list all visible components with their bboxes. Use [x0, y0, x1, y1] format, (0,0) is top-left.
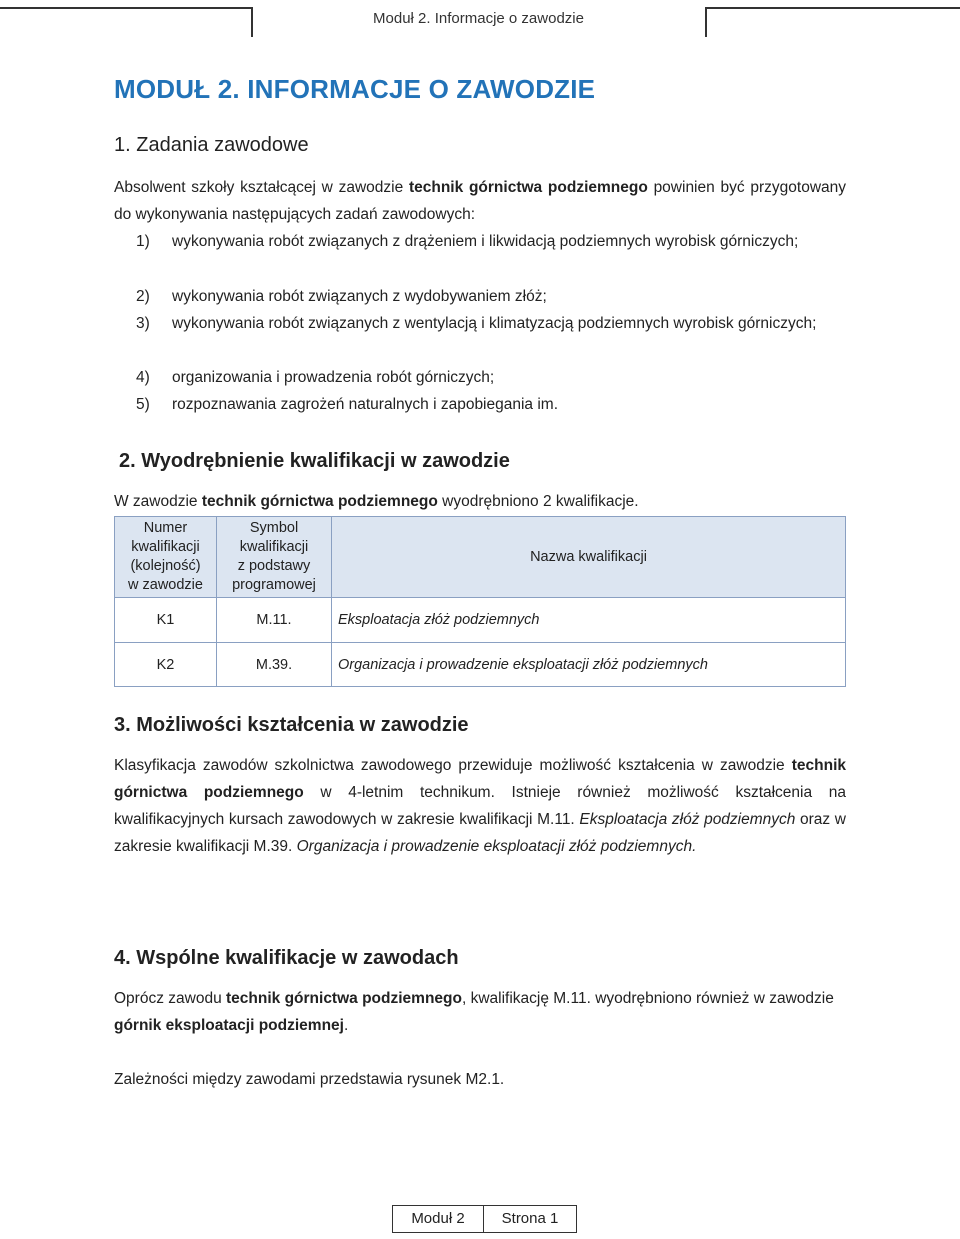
footer-module: Moduł 2	[392, 1205, 484, 1233]
cell-symbol: M.39.	[217, 643, 332, 687]
table-header-row	[115, 517, 846, 598]
task-list-item	[136, 364, 836, 391]
list-text: wykonywania robót związanych z wentylacją i klimatyzacją podziemnych wyrobisk górniczych;	[172, 315, 817, 332]
task-list-item	[136, 391, 836, 418]
table-row	[115, 598, 846, 643]
header-rule-left	[0, 7, 253, 37]
header-rule-right	[705, 7, 960, 37]
list-number: 2)	[136, 288, 150, 305]
paragraph-text: Klasyfikacja zawodów szkolnictwa zawodowego przewiduje możliwość kształcenia w zawodzie	[114, 757, 792, 774]
header-line: z podstawy	[237, 558, 311, 574]
list-number: 5)	[136, 396, 150, 413]
page-footer	[392, 1205, 577, 1233]
profession-name: górnik eksploatacji podziemnej	[114, 1017, 344, 1034]
profession-name: technik górnictwa podziemnego	[226, 990, 462, 1007]
cell-name: Organizacja i prowadzenie eksploatacji złóż podziemnych	[332, 643, 846, 687]
section-2-heading: 2. Wyodrębnienie kwalifikacji w zawodzie	[119, 450, 510, 472]
cell-symbol: M.11.	[217, 598, 332, 643]
qualifications-table	[114, 516, 846, 687]
footer-page-number: Strona 1	[484, 1205, 577, 1233]
intro-text: W zawodzie	[114, 493, 202, 510]
list-text: organizowania i prowadzenia robót górniczych;	[172, 369, 495, 386]
header-line: kwalifikacji	[239, 539, 309, 555]
paragraph-text: oraz w zakresie kwalifikacji M.39.	[114, 811, 846, 855]
qualification-name: Eksploatacja złóż podziemnych	[579, 811, 796, 828]
profession-name: technik górnictwa podziemnego	[201, 493, 438, 510]
header-line: Symbol	[249, 520, 299, 536]
list-number: 1)	[136, 233, 150, 250]
profession-name: technik górnictwa podziemnego	[408, 179, 648, 196]
section-4-note: Zależności między zawodami przedstawia rysunek M2.1.	[114, 1071, 505, 1088]
section-1-heading: 1. Zadania zawodowe	[114, 134, 309, 156]
intro-text-end: wyodrębniono 2 kwalifikacje.	[437, 493, 639, 510]
paragraph-text: , kwalifikację M.11. wyodrębniono również w zawodzie	[461, 990, 834, 1007]
header-line: Numer	[143, 520, 188, 536]
list-number: 4)	[136, 369, 150, 386]
task-list-item	[136, 283, 836, 310]
column-header-number	[115, 517, 217, 598]
list-number: 3)	[136, 315, 150, 332]
list-text: rozpoznawania zagrożeń naturalnych i zapobiegania im.	[172, 396, 559, 413]
cell-number: K1	[115, 598, 217, 643]
section-4-paragraph	[114, 985, 846, 1039]
header-line: w zawodzie	[128, 577, 203, 593]
column-header-name: Nazwa kwalifikacji	[332, 517, 846, 598]
list-text: wykonywania robót związanych z drążeniem i likwidacją podziemnych wyrobisk górniczych;	[172, 233, 799, 250]
task-list-item	[136, 310, 836, 337]
profession-name: technik górnictwa podziemnego	[114, 757, 846, 801]
column-header-symbol	[217, 517, 332, 598]
paragraph-text: w 4-letnim technikum. Istnieje również możliwość kształcenia na kwalifikacyjnych kursach zawodowych w zakresie kwalifikacji M.11.	[114, 784, 846, 828]
task-list-item	[136, 228, 836, 255]
intro-text: Absolwent szkoły kształcącej w zawodzie	[114, 179, 409, 196]
qualification-name: Organizacja i prowadzenie eksploatacji złóż podziemnych.	[296, 838, 697, 855]
section-1-intro	[114, 174, 846, 228]
table-row	[115, 643, 846, 687]
section-3-paragraph	[114, 752, 846, 860]
cell-name: Eksploatacja złóż podziemnych	[332, 598, 846, 643]
page-title: MODUŁ 2. INFORMACJE O ZAWODZIE	[114, 74, 596, 104]
section-4-heading: 4. Wspólne kwalifikacje w zawodach	[114, 947, 459, 969]
header-line: programowej	[232, 577, 316, 593]
paragraph-text: .	[343, 1017, 349, 1034]
cell-number: K2	[115, 643, 217, 687]
list-text: wykonywania robót związanych z wydobywaniem złóż;	[172, 288, 547, 305]
section-3-heading: 3. Możliwości kształcenia w zawodzie	[114, 714, 469, 736]
running-header: Moduł 2. Informacje o zawodzie	[373, 10, 584, 27]
intro-text-end: powinien być przygotowany do wykonywania następujących zadań zawodowych:	[114, 179, 846, 223]
header-line: kwalifikacji	[131, 539, 200, 555]
header-line: (kolejność)	[130, 558, 201, 574]
section-2-intro	[114, 488, 846, 515]
paragraph-text: Oprócz zawodu	[114, 990, 226, 1007]
